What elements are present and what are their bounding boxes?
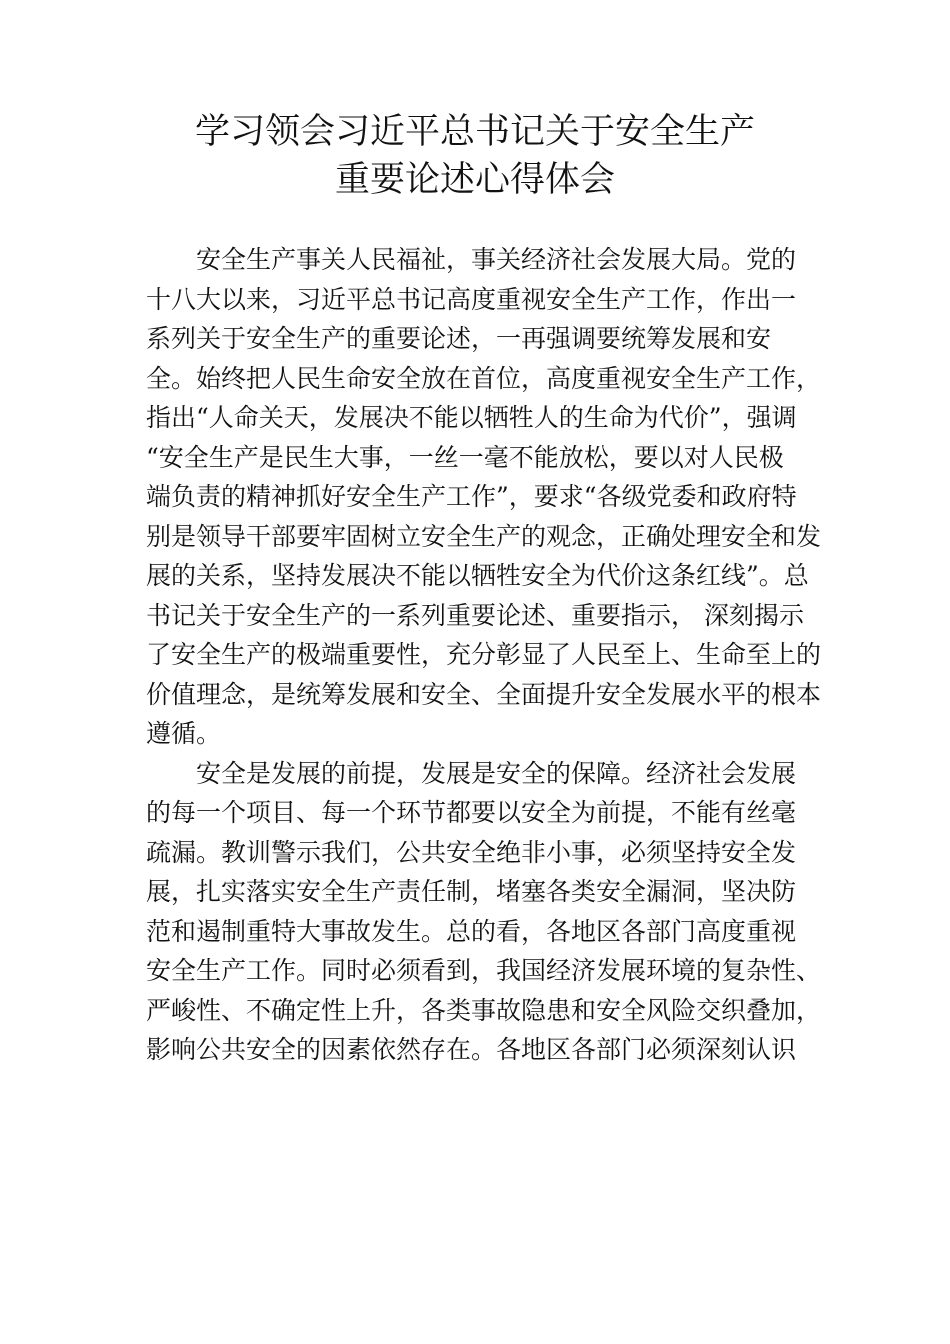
body-line: 安全生产工作。同时必须看到，我国经济发展环境的复杂性、 bbox=[146, 956, 822, 985]
body-line: 别是领导干部要牢固树立安全生产的观念，正确处理安全和发 bbox=[146, 521, 822, 551]
body-line: “安全生产是民生大事，一丝一毫不能放松，要以对人民极 bbox=[146, 442, 784, 472]
body-line: 展，扎实落实安全生产责任制，堵塞各类安全漏洞，坚决防 bbox=[146, 877, 797, 906]
document-title bbox=[0, 108, 950, 204]
body-line: 安全是发展的前提，发展是安全的保障。经济社会发展 bbox=[196, 758, 797, 788]
body-line: 端负责的精神抓好安全生产工作”，要求“各级党委和政府特 bbox=[146, 482, 797, 511]
body-line: 范和遏制重特大事故发生。总的看，各地区各部门高度重视 bbox=[146, 916, 797, 946]
body-line: 严峻性、不确定性上升，各类事故隐患和安全风险交织叠加， bbox=[146, 995, 822, 1025]
body-line: 的每一个项目、每一个环节都要以安全为前提，不能有丝毫 bbox=[146, 798, 797, 827]
document-body bbox=[146, 240, 826, 1070]
body-line: 指出“人命关天，发展决不能以牺牲人的生命为代价”，强调 bbox=[146, 403, 797, 432]
body-line: 了安全生产的极端重要性，充分彰显了人民至上、生命至上的 bbox=[146, 640, 822, 669]
body-line: 十八大以来，习近平总书记高度重视安全生产工作，作出一 bbox=[146, 284, 797, 314]
body-line: 疏漏。教训警示我们，公共安全绝非小事，必须坚持安全发 bbox=[146, 837, 797, 867]
body-line: 价值理念，是统筹发展和安全、全面提升安全发展水平的根本 bbox=[146, 679, 822, 709]
body-line: 遵循。 bbox=[146, 719, 222, 748]
body-line: 系列关于安全生产的重要论述，一再强调要统筹发展和安 bbox=[146, 324, 772, 353]
body-line: 全。始终把人民生命安全放在首位，高度重视安全生产工作， bbox=[146, 363, 822, 393]
body-line: 展的关系，坚持发展决不能以牺牲安全为代价这条红线”。总 bbox=[146, 561, 809, 590]
title-line-1: 学习领会习近平总书记关于安全生产 bbox=[194, 112, 755, 152]
body-line: 影响公共安全的因素依然存在。各地区各部门必须深刻认识 bbox=[146, 1035, 797, 1064]
title-line-2: 重要论述心得体会 bbox=[334, 160, 615, 200]
body-line: 书记关于安全生产的一系列重要论述、重要指示， 深刻揭示 bbox=[146, 600, 804, 630]
body-line: 安全生产事关人民福祉，事关经济社会发展大局。党的 bbox=[196, 245, 797, 274]
